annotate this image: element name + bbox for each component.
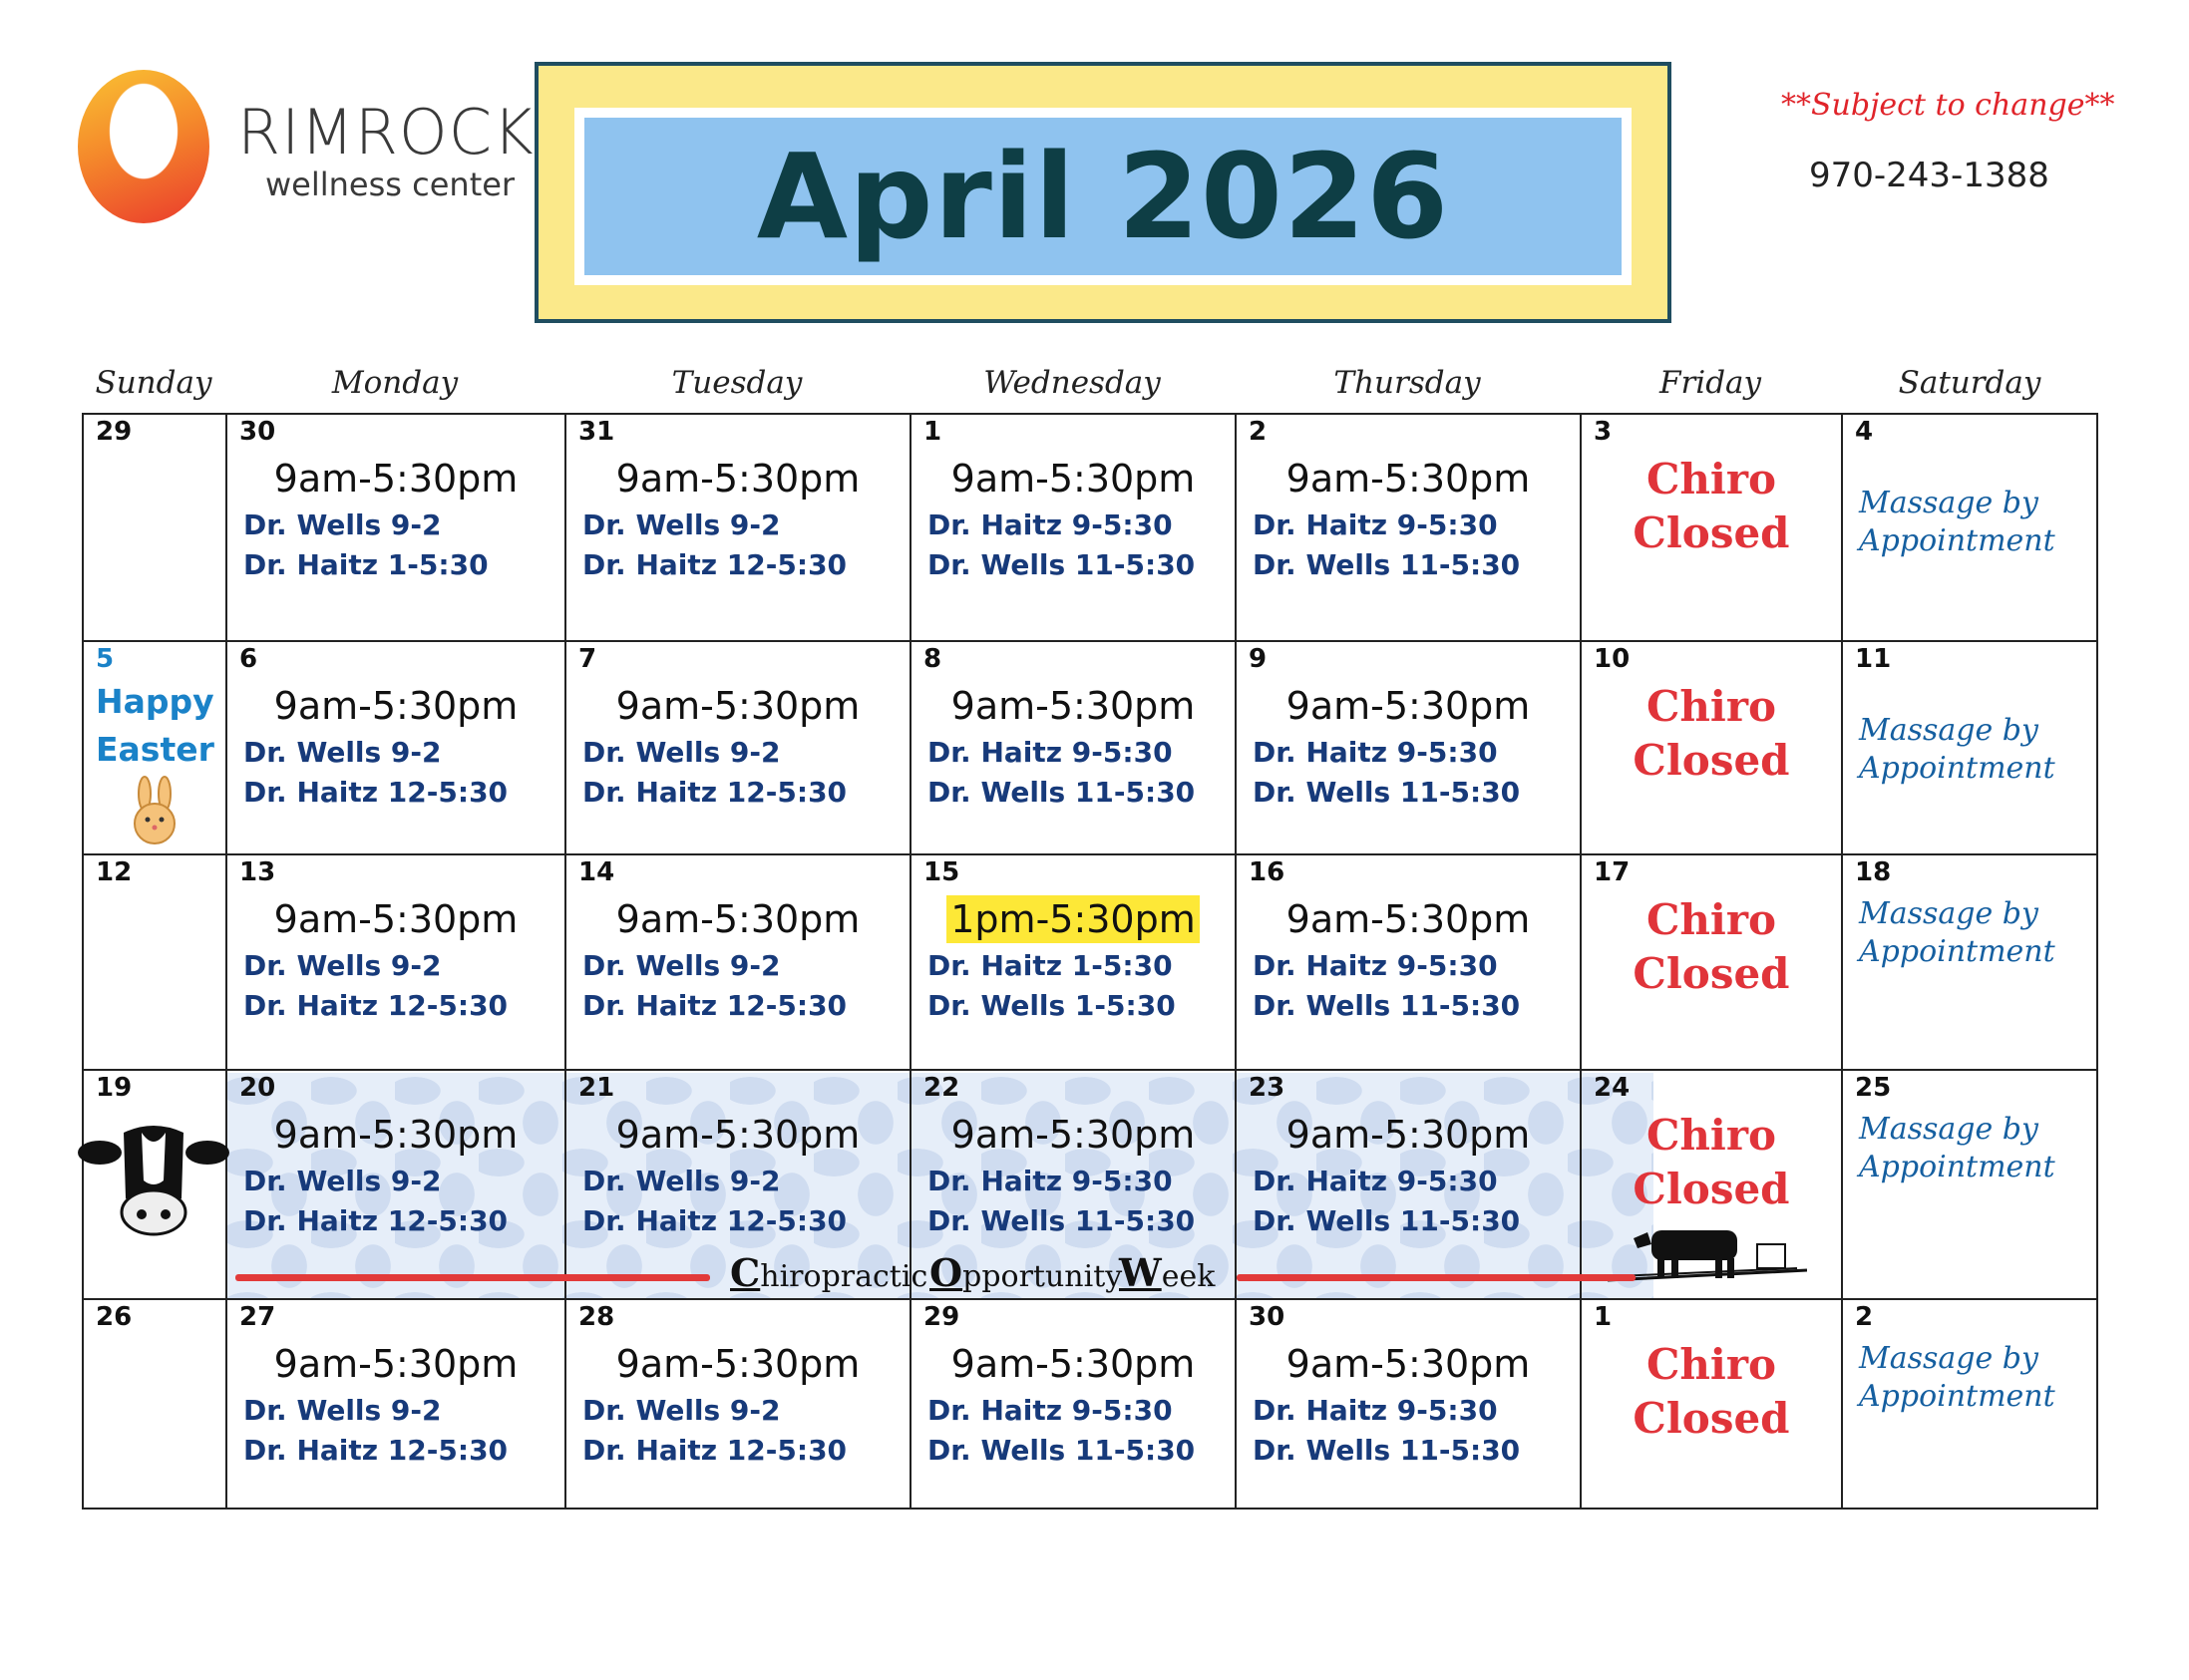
day-cell: 28 9am-5:30pm Dr. Wells 9-2 Dr. Haitz 12-5:30 <box>566 1300 910 1510</box>
doctor-schedule: Dr. Haitz 12-5:30 <box>243 776 509 809</box>
doctor-schedule: Dr. Haitz 12-5:30 <box>243 989 509 1022</box>
chiro-closed-label: Chiro Closed <box>1633 1340 1790 1443</box>
doctor-schedule: Dr. Wells 9-2 <box>243 736 442 769</box>
doctor-schedule: Dr. Haitz 12-5:30 <box>582 776 848 809</box>
week-banner-chiropractic: Chiropractic <box>730 1250 928 1295</box>
day-cell: 29 9am-5:30pm Dr. Haitz 9-5:30 Dr. Wells 11-5:30 <box>912 1300 1235 1510</box>
dow-saturday: Saturday <box>1898 365 2041 401</box>
cow-silhouette-icon <box>1608 1210 1807 1290</box>
logo-ring-icon <box>78 70 209 223</box>
day-cell: 31 9am-5:30pm Dr. Wells 9-2 Dr. Haitz 12-5:30 <box>566 415 910 640</box>
massage-label: Massage by Appointment <box>1859 1112 2055 1184</box>
doctor-schedule: Dr. Wells 9-2 <box>582 736 781 769</box>
day-cell: 20 9am-5:30pm Dr. Wells 9-2 Dr. Haitz 12-5:30 <box>227 1071 564 1298</box>
office-hours: 9am-5:30pm <box>615 1113 861 1157</box>
day-cell: 3 Chiro Closed <box>1582 415 1841 640</box>
day-cell: 10 Chiro Closed <box>1582 642 1841 853</box>
doctor-schedule: Dr. Haitz 9-5:30 <box>1253 508 1498 541</box>
doctor-schedule: Dr. Haitz 9-5:30 <box>927 508 1173 541</box>
doctor-schedule: Dr. Haitz 12-5:30 <box>582 1434 848 1467</box>
office-hours: 9am-5:30pm <box>273 897 519 941</box>
day-cell: 30 9am-5:30pm Dr. Haitz 9-5:30 Dr. Wells 11-5:30 <box>1237 1300 1580 1510</box>
doctor-schedule: Dr. Haitz 9-5:30 <box>927 736 1173 769</box>
day-cell: 29 <box>96 417 133 447</box>
bunny-icon <box>128 776 182 847</box>
day-cell: 11 Massage by Appointment <box>1855 644 2055 786</box>
day-cell: 25 Massage by Appointment <box>1855 1073 2055 1184</box>
dow-monday: Monday <box>331 365 459 401</box>
calendar-grid <box>82 413 2098 1510</box>
office-hours: 9am-5:30pm <box>1285 457 1531 501</box>
doctor-schedule: Dr. Wells 11-5:30 <box>1253 1434 1521 1467</box>
day-cell: 24 Chiro Closed <box>1582 1071 1841 1298</box>
office-hours: 9am-5:30pm <box>615 897 861 941</box>
office-hours: 9am-5:30pm <box>615 457 861 501</box>
day-cell: 1 9am-5:30pm Dr. Haitz 9-5:30 Dr. Wells 11-5:30 <box>912 415 1235 640</box>
week-arrow-left <box>235 1274 710 1281</box>
day-cell: 12 <box>96 857 133 887</box>
day-cell: 16 9am-5:30pm Dr. Haitz 9-5:30 Dr. Wells 11-5:30 <box>1237 855 1580 1069</box>
chiro-closed-label: Chiro Closed <box>1633 895 1790 998</box>
week-banner-opportunity: Opportunity <box>929 1250 1123 1295</box>
doctor-schedule: Dr. Wells 11-5:30 <box>927 1204 1196 1237</box>
doctor-schedule: Dr. Wells 9-2 <box>582 508 781 541</box>
short-hours-highlight: 1pm-5:30pm <box>946 895 1200 943</box>
office-hours: 9am-5:30pm <box>950 684 1196 728</box>
dow-thursday: Thursday <box>1333 365 1481 401</box>
day-cell: 14 9am-5:30pm Dr. Wells 9-2 Dr. Haitz 12-5:30 <box>566 855 910 1069</box>
cow-head-icon <box>78 1111 229 1250</box>
happy-easter-label: Happy Easter <box>96 682 214 769</box>
dow-sunday: Sunday <box>95 365 212 401</box>
doctor-schedule: Dr. Haitz 1-5:30 <box>243 548 489 581</box>
office-hours: 9am-5:30pm <box>950 1113 1196 1157</box>
doctor-schedule: Dr. Haitz 12-5:30 <box>582 989 848 1022</box>
doctor-schedule: Dr. Haitz 9-5:30 <box>1253 1394 1498 1427</box>
day-cell: 4 Massage by Appointment <box>1855 417 2055 558</box>
doctor-schedule: Dr. Wells 9-2 <box>243 949 442 982</box>
doctor-schedule: Dr. Wells 9-2 <box>243 1394 442 1427</box>
doctor-schedule: Dr. Haitz 12-5:30 <box>582 1204 848 1237</box>
massage-label: Massage by Appointment <box>1859 896 2055 969</box>
day-cell: 30 9am-5:30pm Dr. Wells 9-2 Dr. Haitz 1-5:30 <box>227 415 564 640</box>
office-hours <box>912 897 1235 941</box>
doctor-schedule: Dr. Haitz 9-5:30 <box>927 1394 1173 1427</box>
office-hours: 9am-5:30pm <box>273 684 519 728</box>
office-hours: 9am-5:30pm <box>950 457 1196 501</box>
office-hours: 9am-5:30pm <box>1285 1342 1531 1386</box>
subject-to-change-notice: **Subject to change** <box>1781 88 2115 123</box>
doctor-schedule: Dr. Wells 11-5:30 <box>1253 1204 1521 1237</box>
office-hours: 9am-5:30pm <box>273 457 519 501</box>
day-cell: 22 9am-5:30pm Dr. Haitz 9-5:30 Dr. Wells 11-5:30 <box>912 1071 1235 1298</box>
day-cell: 7 9am-5:30pm Dr. Wells 9-2 Dr. Haitz 12-5:30 <box>566 642 910 853</box>
chiro-closed-label: Chiro Closed <box>1633 682 1790 785</box>
office-hours: 9am-5:30pm <box>615 1342 861 1386</box>
doctor-schedule: Dr. Wells 9-2 <box>582 1394 781 1427</box>
massage-label: Massage by Appointment <box>1859 486 2055 558</box>
doctor-schedule: Dr. Wells 11-5:30 <box>927 548 1196 581</box>
logo-name: RIMROCK <box>237 96 535 168</box>
doctor-schedule: Dr. Haitz 9-5:30 <box>927 1165 1173 1197</box>
massage-label: Massage by Appointment <box>1859 713 2055 786</box>
day-cell: 8 9am-5:30pm Dr. Haitz 9-5:30 Dr. Wells 11-5:30 <box>912 642 1235 853</box>
doctor-schedule: Dr. Wells 11-5:30 <box>927 1434 1196 1467</box>
day-cell: 27 9am-5:30pm Dr. Wells 9-2 Dr. Haitz 12-5:30 <box>227 1300 564 1510</box>
doctor-schedule: Dr. Haitz 9-5:30 <box>1253 1165 1498 1197</box>
day-cell: 9 9am-5:30pm Dr. Haitz 9-5:30 Dr. Wells 11-5:30 <box>1237 642 1580 853</box>
day-cell: 2 9am-5:30pm Dr. Haitz 9-5:30 Dr. Wells 11-5:30 <box>1237 415 1580 640</box>
day-cell: 2 Massage by Appointment <box>1855 1302 2055 1414</box>
day-cell: 6 9am-5:30pm Dr. Wells 9-2 Dr. Haitz 12-5:30 <box>227 642 564 853</box>
doctor-schedule: Dr. Wells 9-2 <box>582 1165 781 1197</box>
doctor-schedule: Dr. Wells 11-5:30 <box>1253 548 1521 581</box>
office-hours: 9am-5:30pm <box>1285 897 1531 941</box>
week-arrow-right <box>1237 1274 1636 1281</box>
chiro-closed-label: Chiro Closed <box>1633 455 1790 557</box>
doctor-schedule: Dr. Wells 9-2 <box>243 508 442 541</box>
doctor-schedule: Dr. Haitz 9-5:30 <box>1253 949 1498 982</box>
doctor-schedule: Dr. Wells 11-5:30 <box>1253 776 1521 809</box>
office-hours: 9am-5:30pm <box>1285 684 1531 728</box>
doctor-schedule: Dr. Wells 9-2 <box>243 1165 442 1197</box>
doctor-schedule: Dr. Wells 1-5:30 <box>927 989 1176 1022</box>
dow-wednesday: Wednesday <box>983 365 1161 401</box>
doctor-schedule: Dr. Haitz 12-5:30 <box>582 548 848 581</box>
office-hours: 9am-5:30pm <box>1285 1113 1531 1157</box>
office-hours: 9am-5:30pm <box>615 684 861 728</box>
day-cell: 17 Chiro Closed <box>1582 855 1841 1069</box>
page-title: April 2026 <box>756 128 1450 265</box>
doctor-schedule: Dr. Haitz 9-5:30 <box>1253 736 1498 769</box>
doctor-schedule: Dr. Haitz 12-5:30 <box>243 1434 509 1467</box>
day-cell: 26 <box>96 1302 133 1332</box>
title-banner <box>535 62 1671 323</box>
logo-subtitle: wellness center <box>265 166 516 203</box>
doctor-schedule: Dr. Wells 9-2 <box>582 949 781 982</box>
doctor-schedule: Dr. Wells 11-5:30 <box>1253 989 1521 1022</box>
day-cell: 23 9am-5:30pm Dr. Haitz 9-5:30 Dr. Wells 11-5:30 <box>1237 1071 1580 1298</box>
office-hours: 9am-5:30pm <box>273 1113 519 1157</box>
rimrock-logo <box>78 66 535 235</box>
massage-label: Massage by Appointment <box>1859 1341 2055 1414</box>
day-cell: 21 9am-5:30pm Dr. Wells 9-2 Dr. Haitz 12-5:30 <box>566 1071 910 1298</box>
day-cell: 18 Massage by Appointment <box>1855 857 2055 969</box>
day-cell: 5 Happy Easter <box>84 642 225 853</box>
chiro-closed-label: Chiro Closed <box>1633 1111 1790 1213</box>
day-cell: 19 <box>84 1071 225 1298</box>
week-banner-week: Week <box>1119 1250 1216 1295</box>
doctor-schedule: Dr. Wells 11-5:30 <box>927 776 1196 809</box>
dow-friday: Friday <box>1658 365 1762 401</box>
phone-number: 970-243-1388 <box>1809 156 2049 195</box>
doctor-schedule: Dr. Haitz 1-5:30 <box>927 949 1173 982</box>
day-cell: 15 1pm-5:30pm Dr. Haitz 1-5:30 Dr. Wells 1-5:30 <box>912 855 1235 1069</box>
dow-tuesday: Tuesday <box>671 365 803 401</box>
doctor-schedule: Dr. Haitz 12-5:30 <box>243 1204 509 1237</box>
office-hours: 9am-5:30pm <box>273 1342 519 1386</box>
day-cell: 13 9am-5:30pm Dr. Wells 9-2 Dr. Haitz 12-5:30 <box>227 855 564 1069</box>
day-cell: 1 Chiro Closed <box>1582 1300 1841 1510</box>
office-hours: 9am-5:30pm <box>950 1342 1196 1386</box>
